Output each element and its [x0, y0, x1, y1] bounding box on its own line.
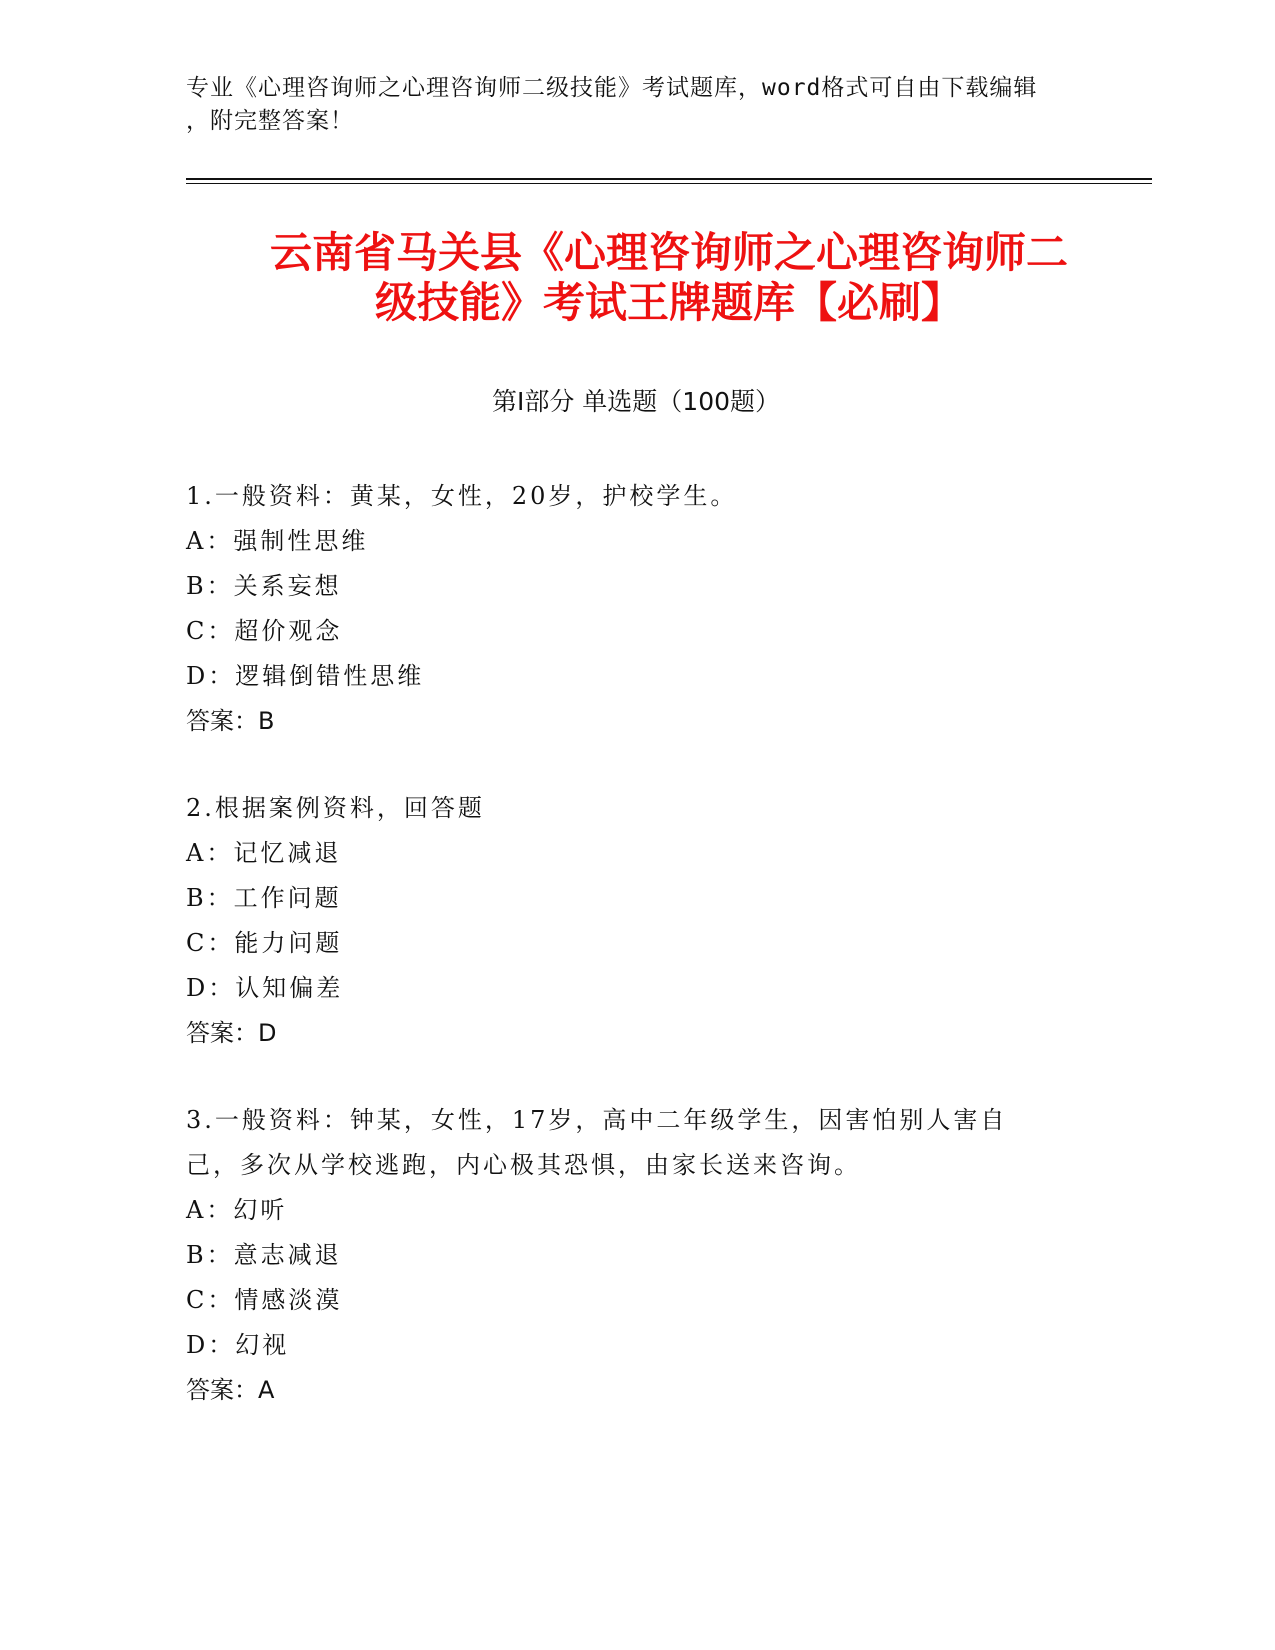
option-a: A：幻听: [186, 1196, 288, 1224]
document-title: [186, 228, 1152, 328]
header-note-line-2: ，附完整答案！: [186, 108, 354, 134]
option-d: D：幻视: [186, 1331, 290, 1359]
document-title-line-1: 云南省马关县《心理咨询师之心理咨询师二: [269, 228, 1068, 277]
question-list: [186, 474, 1086, 1455]
option-c: C：能力问题: [186, 929, 343, 957]
option-c: C：超价观念: [186, 617, 343, 645]
option-d: D：认知偏差: [186, 974, 344, 1002]
option-d: D：逻辑倒错性思维: [186, 662, 425, 690]
question-stem: 1.一般资料：黄某，女性，20岁，护校学生。: [186, 482, 738, 510]
option-a: A：记忆减退: [186, 839, 342, 867]
question-stem: 2.根据案例资料，回答题: [186, 794, 485, 822]
option-c: C：情感淡漠: [186, 1286, 343, 1314]
header-divider-thin: [186, 183, 1152, 184]
answer: 答案：A: [186, 1376, 275, 1404]
answer: 答案：B: [186, 707, 275, 735]
question-stem-line-1: 3.一般资料：钟某，女性，17岁，高中二年级学生，因害怕别人害自: [186, 1106, 1008, 1134]
option-a: A：强制性思维: [186, 527, 369, 555]
option-b: B：关系妄想: [186, 572, 342, 600]
option-b: B：工作问题: [186, 884, 342, 912]
section-heading: 第Ⅰ部分 单选题（100题）: [491, 387, 781, 416]
option-b: B：意志减退: [186, 1241, 342, 1269]
question-3: [186, 1098, 1086, 1413]
document-title-line-2: 级技能》考试王牌题库【必刷】: [374, 278, 963, 327]
header-divider-thick: [186, 178, 1152, 180]
question-stem-line-2: 己，多次从学校逃跑，内心极其恐惧，由家长送来咨询。: [186, 1151, 861, 1179]
question-1: [186, 474, 1086, 744]
header-note: [186, 72, 1076, 138]
header-note-line-1: 专业《心理咨询师之心理咨询师二级技能》考试题库，word格式可自由下载编辑: [186, 75, 1038, 101]
answer: 答案：D: [186, 1019, 277, 1047]
question-2: [186, 786, 1086, 1056]
